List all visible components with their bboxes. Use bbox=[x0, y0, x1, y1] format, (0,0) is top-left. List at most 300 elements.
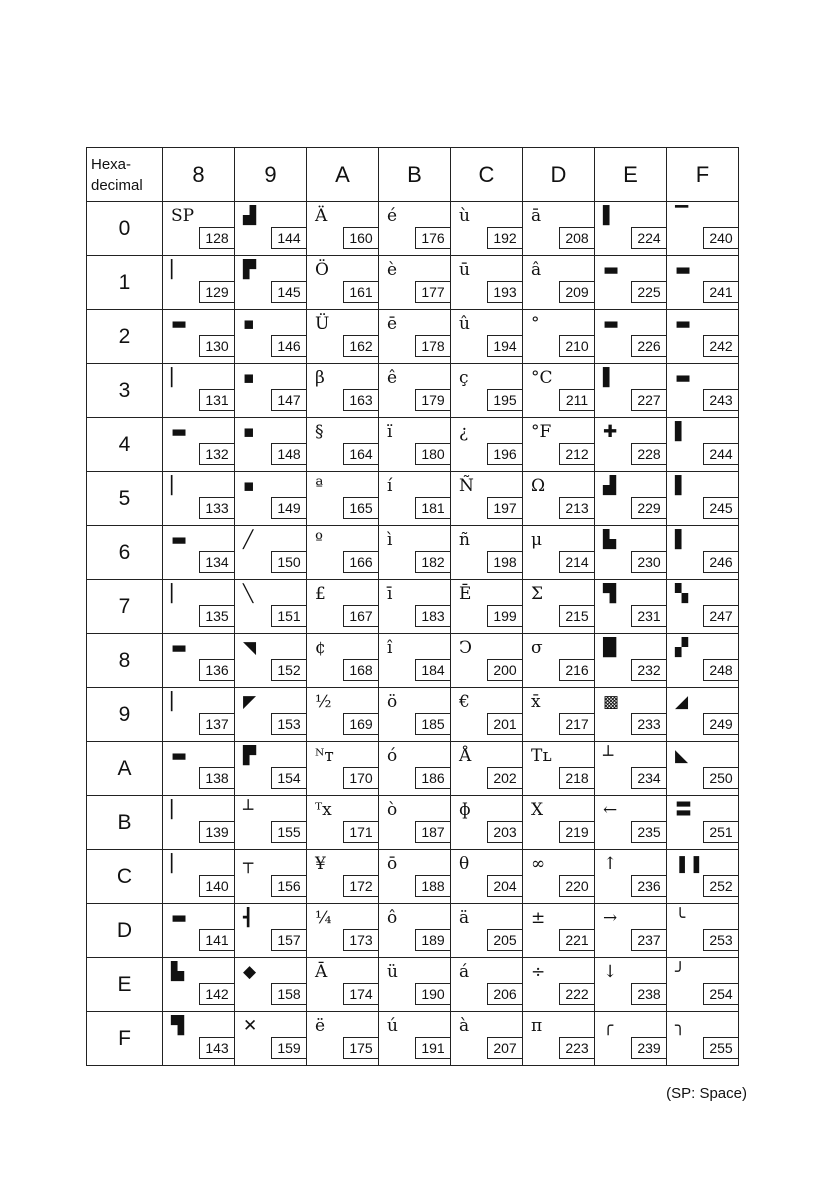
table-row bbox=[87, 850, 739, 904]
char-cell bbox=[523, 796, 595, 850]
char-glyph: ñ bbox=[459, 530, 470, 550]
char-glyph: ê bbox=[387, 368, 398, 388]
char-cell bbox=[667, 256, 739, 310]
char-code: 254 bbox=[703, 983, 739, 1005]
char-code: 159 bbox=[271, 1037, 307, 1059]
char-code: 232 bbox=[631, 659, 667, 681]
char-code: 143 bbox=[199, 1037, 235, 1059]
char-cell bbox=[667, 958, 739, 1012]
char-glyph: β bbox=[315, 368, 325, 388]
char-cell bbox=[307, 1012, 379, 1066]
char-cell bbox=[307, 256, 379, 310]
char-code: 145 bbox=[271, 281, 307, 303]
row-header: C bbox=[87, 850, 163, 904]
char-cell bbox=[451, 850, 523, 904]
char-cell bbox=[307, 634, 379, 688]
char-cell bbox=[307, 796, 379, 850]
char-code: 243 bbox=[703, 389, 739, 411]
char-glyph: ò bbox=[387, 800, 398, 820]
char-glyph: ▪ bbox=[243, 422, 255, 442]
char-code: 140 bbox=[199, 875, 235, 897]
char-cell bbox=[595, 256, 667, 310]
char-glyph: ◢ bbox=[675, 692, 689, 712]
char-code: 154 bbox=[271, 767, 307, 789]
char-cell bbox=[235, 472, 307, 526]
char-cell bbox=[163, 202, 235, 256]
char-cell bbox=[667, 688, 739, 742]
row-header: 2 bbox=[87, 310, 163, 364]
char-code: 252 bbox=[703, 875, 739, 897]
char-cell bbox=[307, 202, 379, 256]
char-glyph: ✕ bbox=[243, 1016, 258, 1036]
char-code: 181 bbox=[415, 497, 451, 519]
char-cell bbox=[163, 904, 235, 958]
char-glyph: X bbox=[531, 800, 544, 820]
char-code: 153 bbox=[271, 713, 307, 735]
char-cell bbox=[595, 796, 667, 850]
char-cell bbox=[379, 418, 451, 472]
char-glyph: î bbox=[387, 638, 393, 658]
char-cell bbox=[235, 418, 307, 472]
column-header: D bbox=[523, 148, 595, 202]
char-cell bbox=[451, 472, 523, 526]
char-cell bbox=[235, 364, 307, 418]
char-cell bbox=[379, 850, 451, 904]
char-glyph: ▪ bbox=[243, 314, 255, 334]
char-glyph: ▬ bbox=[171, 746, 188, 766]
char-code: 180 bbox=[415, 443, 451, 465]
char-code: 230 bbox=[631, 551, 667, 573]
char-cell bbox=[379, 958, 451, 1012]
column-header: A bbox=[307, 148, 379, 202]
char-cell bbox=[523, 634, 595, 688]
char-code: 216 bbox=[559, 659, 595, 681]
char-cell bbox=[523, 418, 595, 472]
char-code: 206 bbox=[487, 983, 523, 1005]
table-row bbox=[87, 526, 739, 580]
char-code: 191 bbox=[415, 1037, 451, 1059]
char-code: 250 bbox=[703, 767, 739, 789]
char-glyph: ▟ bbox=[243, 206, 257, 226]
row-header: 7 bbox=[87, 580, 163, 634]
char-glyph: ó bbox=[387, 746, 398, 766]
table-row bbox=[87, 418, 739, 472]
char-code: 227 bbox=[631, 389, 667, 411]
char-glyph: θ bbox=[459, 854, 470, 874]
char-code: 170 bbox=[343, 767, 379, 789]
char-glyph: Ä bbox=[315, 206, 328, 226]
char-glyph: ╲ bbox=[243, 584, 254, 604]
table-row bbox=[87, 742, 739, 796]
char-cell bbox=[595, 958, 667, 1012]
char-code: 203 bbox=[487, 821, 523, 843]
char-code: 200 bbox=[487, 659, 523, 681]
char-code: 163 bbox=[343, 389, 379, 411]
char-cell bbox=[163, 364, 235, 418]
column-header: C bbox=[451, 148, 523, 202]
char-glyph: ¢ bbox=[315, 638, 326, 658]
char-code: 150 bbox=[271, 551, 307, 573]
char-code: 210 bbox=[559, 335, 595, 357]
char-code: 222 bbox=[559, 983, 595, 1005]
char-code: 178 bbox=[415, 335, 451, 357]
char-cell bbox=[451, 904, 523, 958]
char-glyph: ū bbox=[459, 260, 470, 280]
char-glyph: ▬ bbox=[171, 908, 188, 928]
char-code: 171 bbox=[343, 821, 379, 843]
char-glyph: ¼ bbox=[315, 908, 332, 928]
char-cell bbox=[379, 526, 451, 580]
char-cell bbox=[667, 418, 739, 472]
char-cell bbox=[163, 634, 235, 688]
char-code: 134 bbox=[199, 551, 235, 573]
char-cell bbox=[667, 202, 739, 256]
char-glyph: ÷ bbox=[531, 962, 546, 982]
char-cell bbox=[235, 796, 307, 850]
column-header: B bbox=[379, 148, 451, 202]
char-glyph: ï bbox=[387, 422, 393, 442]
char-cell bbox=[235, 634, 307, 688]
char-glyph: ▜ bbox=[603, 584, 617, 604]
row-header: 3 bbox=[87, 364, 163, 418]
char-glyph: ▛ bbox=[243, 746, 257, 766]
char-cell bbox=[307, 418, 379, 472]
char-cell bbox=[667, 472, 739, 526]
char-code: 189 bbox=[415, 929, 451, 951]
char-cell bbox=[379, 580, 451, 634]
char-glyph: ▟ bbox=[603, 476, 617, 496]
char-glyph: Ω bbox=[531, 476, 546, 496]
corner-label-line-1: Hexa- bbox=[91, 155, 132, 173]
char-code: 188 bbox=[415, 875, 451, 897]
char-cell bbox=[595, 418, 667, 472]
char-code: 177 bbox=[415, 281, 451, 303]
char-code: 239 bbox=[631, 1037, 667, 1059]
char-cell bbox=[307, 364, 379, 418]
char-glyph: ▩ bbox=[603, 692, 620, 712]
char-cell bbox=[307, 310, 379, 364]
char-glyph: π bbox=[531, 1016, 543, 1036]
char-cell bbox=[595, 580, 667, 634]
char-code: 226 bbox=[631, 335, 667, 357]
char-code: 223 bbox=[559, 1037, 595, 1059]
char-glyph: ▙ bbox=[171, 962, 185, 982]
char-glyph: ✚ bbox=[603, 422, 618, 442]
char-glyph: ō bbox=[387, 854, 398, 874]
char-code: 231 bbox=[631, 605, 667, 627]
char-glyph: ↓ bbox=[603, 962, 618, 982]
char-cell bbox=[379, 634, 451, 688]
char-code: 187 bbox=[415, 821, 451, 843]
char-code: 244 bbox=[703, 443, 739, 465]
char-code: 166 bbox=[343, 551, 379, 573]
char-glyph: ▬ bbox=[675, 260, 692, 280]
char-cell bbox=[595, 526, 667, 580]
char-cell bbox=[163, 580, 235, 634]
char-cell bbox=[235, 202, 307, 256]
char-glyph: Å bbox=[459, 746, 472, 766]
char-cell bbox=[307, 742, 379, 796]
char-code: 241 bbox=[703, 281, 739, 303]
char-code: 147 bbox=[271, 389, 307, 411]
char-cell bbox=[523, 958, 595, 1012]
char-glyph: ┫ bbox=[243, 908, 254, 928]
char-glyph: ▜ bbox=[171, 1016, 185, 1036]
char-cell bbox=[235, 310, 307, 364]
char-cell bbox=[451, 526, 523, 580]
table-row bbox=[87, 580, 739, 634]
char-cell bbox=[235, 742, 307, 796]
row-header: 6 bbox=[87, 526, 163, 580]
char-cell bbox=[667, 904, 739, 958]
char-code: 197 bbox=[487, 497, 523, 519]
char-cell bbox=[595, 904, 667, 958]
table-row bbox=[87, 364, 739, 418]
footnote: (SP: Space) bbox=[666, 1085, 747, 1102]
char-glyph: ▞ bbox=[675, 638, 689, 658]
char-code: 136 bbox=[199, 659, 235, 681]
char-code: 229 bbox=[631, 497, 667, 519]
char-glyph: ▌ bbox=[675, 422, 689, 442]
char-code: 248 bbox=[703, 659, 739, 681]
char-cell bbox=[307, 472, 379, 526]
char-cell bbox=[379, 688, 451, 742]
char-code: 196 bbox=[487, 443, 523, 465]
table-row bbox=[87, 634, 739, 688]
char-cell bbox=[451, 364, 523, 418]
char-code: 194 bbox=[487, 335, 523, 357]
char-cell bbox=[595, 1012, 667, 1066]
char-code: 192 bbox=[487, 227, 523, 249]
char-glyph: ᵀx bbox=[315, 800, 332, 820]
column-header: 8 bbox=[163, 148, 235, 202]
char-glyph: ▬ bbox=[171, 422, 188, 442]
char-glyph: ╭ bbox=[603, 1016, 614, 1036]
char-glyph: μ bbox=[531, 530, 543, 550]
char-glyph: ē bbox=[387, 314, 398, 334]
column-header: E bbox=[595, 148, 667, 202]
char-cell bbox=[451, 796, 523, 850]
char-glyph: ▬ bbox=[603, 260, 620, 280]
char-glyph: ▏ bbox=[171, 260, 185, 280]
char-cell bbox=[379, 256, 451, 310]
char-code: 151 bbox=[271, 605, 307, 627]
char-code: 237 bbox=[631, 929, 667, 951]
char-code: 138 bbox=[199, 767, 235, 789]
char-cell bbox=[163, 958, 235, 1012]
char-code: 161 bbox=[343, 281, 379, 303]
table-row bbox=[87, 1012, 739, 1066]
char-code: 128 bbox=[199, 227, 235, 249]
table-row bbox=[87, 256, 739, 310]
char-code: 201 bbox=[487, 713, 523, 735]
char-cell bbox=[379, 202, 451, 256]
char-code: 142 bbox=[199, 983, 235, 1005]
row-header: F bbox=[87, 1012, 163, 1066]
char-cell bbox=[451, 418, 523, 472]
char-glyph: ▪ bbox=[243, 368, 255, 388]
char-glyph: Ͻ bbox=[459, 638, 473, 658]
char-glyph: ╱ bbox=[243, 530, 254, 550]
char-glyph: ╯ bbox=[675, 962, 686, 982]
char-code: 149 bbox=[271, 497, 307, 519]
char-code: 182 bbox=[415, 551, 451, 573]
char-glyph: ▏ bbox=[171, 800, 185, 820]
char-cell bbox=[307, 850, 379, 904]
char-cell bbox=[451, 256, 523, 310]
char-code: 131 bbox=[199, 389, 235, 411]
char-glyph: à bbox=[459, 1016, 470, 1036]
char-glyph: Ē bbox=[459, 584, 472, 604]
char-glyph: ú bbox=[387, 1016, 398, 1036]
char-glyph: ◤ bbox=[243, 692, 257, 712]
char-glyph: ¥ bbox=[315, 854, 326, 874]
char-glyph: ü bbox=[387, 962, 398, 982]
char-glyph: ∞ bbox=[531, 854, 546, 874]
char-cell bbox=[595, 472, 667, 526]
char-cell bbox=[451, 688, 523, 742]
char-glyph: ë bbox=[315, 1016, 326, 1036]
char-code: 212 bbox=[559, 443, 595, 465]
char-cell bbox=[667, 742, 739, 796]
char-code: 238 bbox=[631, 983, 667, 1005]
char-glyph: ù bbox=[459, 206, 470, 226]
char-glyph: ← bbox=[603, 800, 618, 820]
char-code: 213 bbox=[559, 497, 595, 519]
char-glyph: ì bbox=[387, 530, 393, 550]
char-glyph: ◣ bbox=[675, 746, 689, 766]
char-cell bbox=[451, 958, 523, 1012]
char-glyph: è bbox=[387, 260, 398, 280]
char-glyph: ± bbox=[531, 908, 546, 928]
char-cell bbox=[307, 958, 379, 1012]
char-cell bbox=[163, 526, 235, 580]
char-glyph: á bbox=[459, 962, 470, 982]
char-glyph: ▬ bbox=[171, 314, 188, 334]
char-cell bbox=[235, 256, 307, 310]
char-glyph: ā bbox=[531, 206, 542, 226]
char-glyph: â bbox=[531, 260, 542, 280]
row-header: 0 bbox=[87, 202, 163, 256]
char-code: 139 bbox=[199, 821, 235, 843]
char-code: 152 bbox=[271, 659, 307, 681]
char-cell bbox=[163, 796, 235, 850]
char-code: 135 bbox=[199, 605, 235, 627]
char-cell bbox=[523, 688, 595, 742]
char-cell bbox=[307, 904, 379, 958]
char-code: 195 bbox=[487, 389, 523, 411]
char-code: 176 bbox=[415, 227, 451, 249]
char-glyph: ╮ bbox=[675, 1016, 686, 1036]
char-code: 172 bbox=[343, 875, 379, 897]
char-code: 214 bbox=[559, 551, 595, 573]
char-cell bbox=[451, 202, 523, 256]
row-header: 9 bbox=[87, 688, 163, 742]
char-cell bbox=[523, 526, 595, 580]
row-header: 8 bbox=[87, 634, 163, 688]
char-code: 251 bbox=[703, 821, 739, 843]
row-header: B bbox=[87, 796, 163, 850]
char-code: 130 bbox=[199, 335, 235, 357]
char-code: 240 bbox=[703, 227, 739, 249]
char-glyph: ▏ bbox=[171, 584, 185, 604]
char-cell bbox=[523, 364, 595, 418]
table-row bbox=[87, 202, 739, 256]
char-code: 247 bbox=[703, 605, 739, 627]
char-cell bbox=[451, 580, 523, 634]
char-cell bbox=[307, 526, 379, 580]
char-glyph: ┴ bbox=[603, 746, 614, 766]
header-row bbox=[87, 148, 739, 202]
char-code: 186 bbox=[415, 767, 451, 789]
char-code: 235 bbox=[631, 821, 667, 843]
char-glyph: £ bbox=[315, 584, 326, 604]
char-glyph: ¿ bbox=[459, 422, 469, 442]
char-cell bbox=[523, 202, 595, 256]
char-cell bbox=[235, 904, 307, 958]
char-cell bbox=[379, 310, 451, 364]
table-body bbox=[87, 202, 739, 1066]
char-cell bbox=[595, 364, 667, 418]
char-cell bbox=[163, 256, 235, 310]
char-glyph: ▌ bbox=[675, 530, 689, 550]
char-cell bbox=[451, 1012, 523, 1066]
char-glyph: ç bbox=[459, 368, 469, 388]
char-code: 245 bbox=[703, 497, 739, 519]
char-code: 158 bbox=[271, 983, 307, 1005]
char-code: 249 bbox=[703, 713, 739, 735]
char-glyph: ┬ bbox=[243, 854, 254, 874]
char-code: 137 bbox=[199, 713, 235, 735]
table-row bbox=[87, 904, 739, 958]
char-cell bbox=[523, 850, 595, 904]
char-glyph: ᴺᴛ bbox=[315, 746, 334, 766]
char-glyph: ▬ bbox=[675, 368, 692, 388]
char-cell bbox=[667, 364, 739, 418]
table-row bbox=[87, 688, 739, 742]
char-glyph: Tʟ bbox=[531, 746, 552, 766]
column-header: 9 bbox=[235, 148, 307, 202]
char-cell bbox=[523, 310, 595, 364]
char-code: 183 bbox=[415, 605, 451, 627]
char-cell bbox=[595, 202, 667, 256]
char-code: 160 bbox=[343, 227, 379, 249]
char-cell bbox=[379, 904, 451, 958]
char-glyph: ½ bbox=[315, 692, 332, 712]
char-code: 179 bbox=[415, 389, 451, 411]
column-header: F bbox=[667, 148, 739, 202]
char-glyph: û bbox=[459, 314, 470, 334]
char-code: 225 bbox=[631, 281, 667, 303]
char-cell bbox=[595, 634, 667, 688]
char-code: 129 bbox=[199, 281, 235, 303]
char-cell bbox=[595, 742, 667, 796]
char-cell bbox=[307, 688, 379, 742]
char-cell bbox=[667, 526, 739, 580]
char-code: 184 bbox=[415, 659, 451, 681]
char-code: 185 bbox=[415, 713, 451, 735]
table-row bbox=[87, 796, 739, 850]
char-glyph: Ü bbox=[315, 314, 330, 334]
char-glyph: █ bbox=[603, 638, 617, 658]
char-glyph: ◥ bbox=[243, 638, 257, 658]
char-cell bbox=[163, 850, 235, 904]
char-code: 155 bbox=[271, 821, 307, 843]
row-header: A bbox=[87, 742, 163, 796]
char-code: 228 bbox=[631, 443, 667, 465]
char-cell bbox=[595, 688, 667, 742]
char-cell bbox=[523, 1012, 595, 1066]
